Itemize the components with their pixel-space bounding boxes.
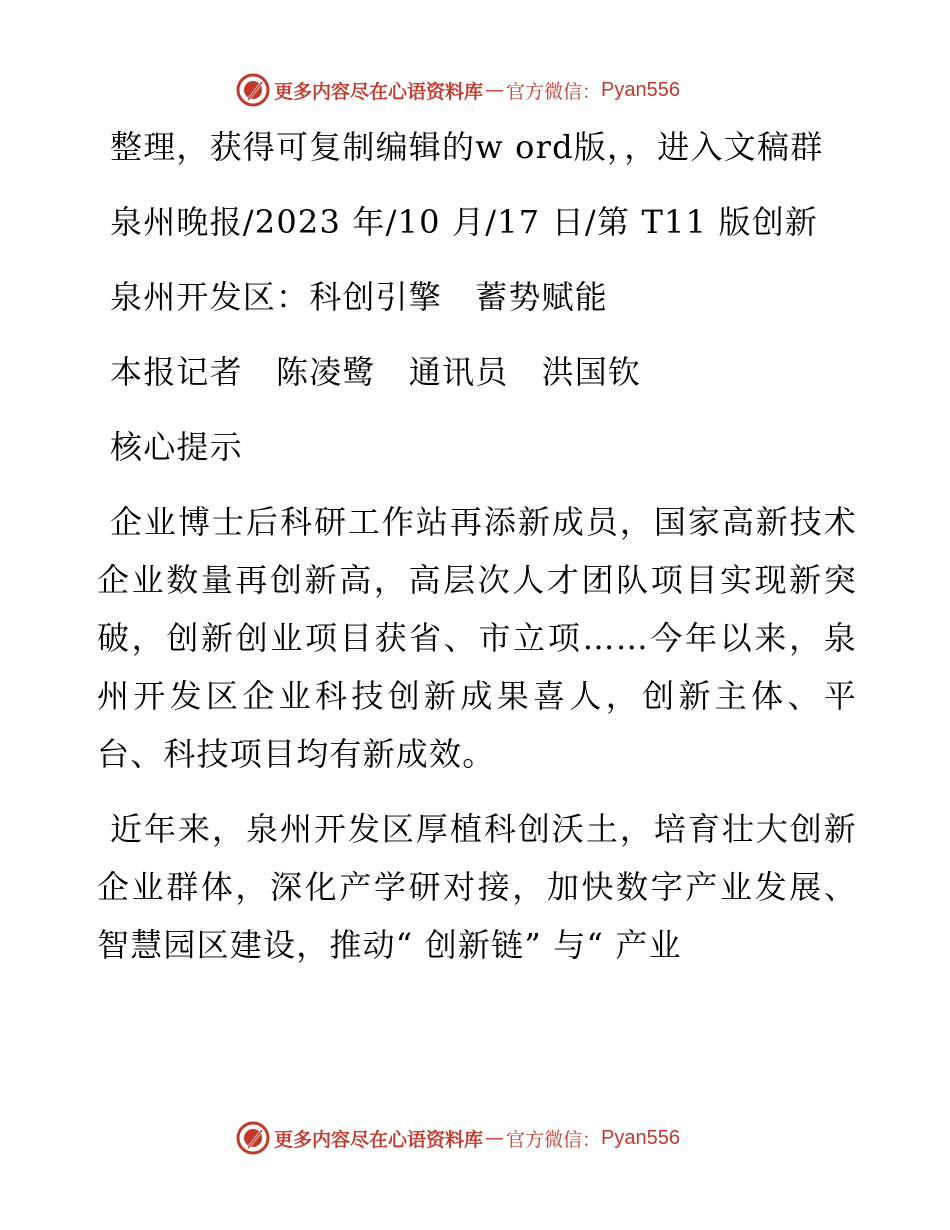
watermark-banner-bottom [236,1121,680,1155]
watermark-wechat-label: 官方微信： [506,1128,602,1151]
document-body [97,118,857,974]
watermark-banner-top [236,73,680,107]
quill-pen-logo-icon [236,1121,270,1155]
watermark-separator: — [485,79,505,101]
watermark-site-text: 更多内容尽在心语资料库 [274,80,484,103]
paragraph-summary [97,493,857,783]
paragraph-summary-text: 企业博士后科研工作站再添新成员，国家高新技术企业数量再创新高，高层次人才团队项目实现新突破，创新创业项目获省、市立项……今年以来，泉州开发区企业科技创新成果喜人，创新主体、平台、科技项目均有新成效。 [97,503,857,773]
article-title: 泉州开发区：科创引擎 蓄势赋能 [110,278,609,316]
watermark-wechat-id: Pyan556 [601,1126,680,1149]
paragraph-intro: 整理，获得可复制编辑的w ord版，，进入文稿群 [110,128,824,166]
watermark-site-text: 更多内容尽在心语资料库 [274,1128,484,1151]
watermark-wechat-id: Pyan556 [601,78,680,101]
section-heading: 核心提示 [110,428,243,466]
article-byline: 本报记者 陈凌鹭 通讯员 洪国钦 [110,353,642,391]
quill-pen-logo-icon [236,73,270,107]
paragraph-body-text: 近年来，泉州开发区厚植科创沃土，培育壮大创新企业群体，深化产学研对接，加快数字产业发展、智慧园区建设，推动“ 创新链” 与“ 产业 [97,810,857,964]
watermark-separator: — [485,1127,505,1149]
watermark-wechat-label: 官方微信： [506,80,602,103]
paragraph-source: 泉州晚报/2023 年/10 月/17 日/第 T11 版创新 [110,203,819,241]
paragraph-body [97,800,857,974]
